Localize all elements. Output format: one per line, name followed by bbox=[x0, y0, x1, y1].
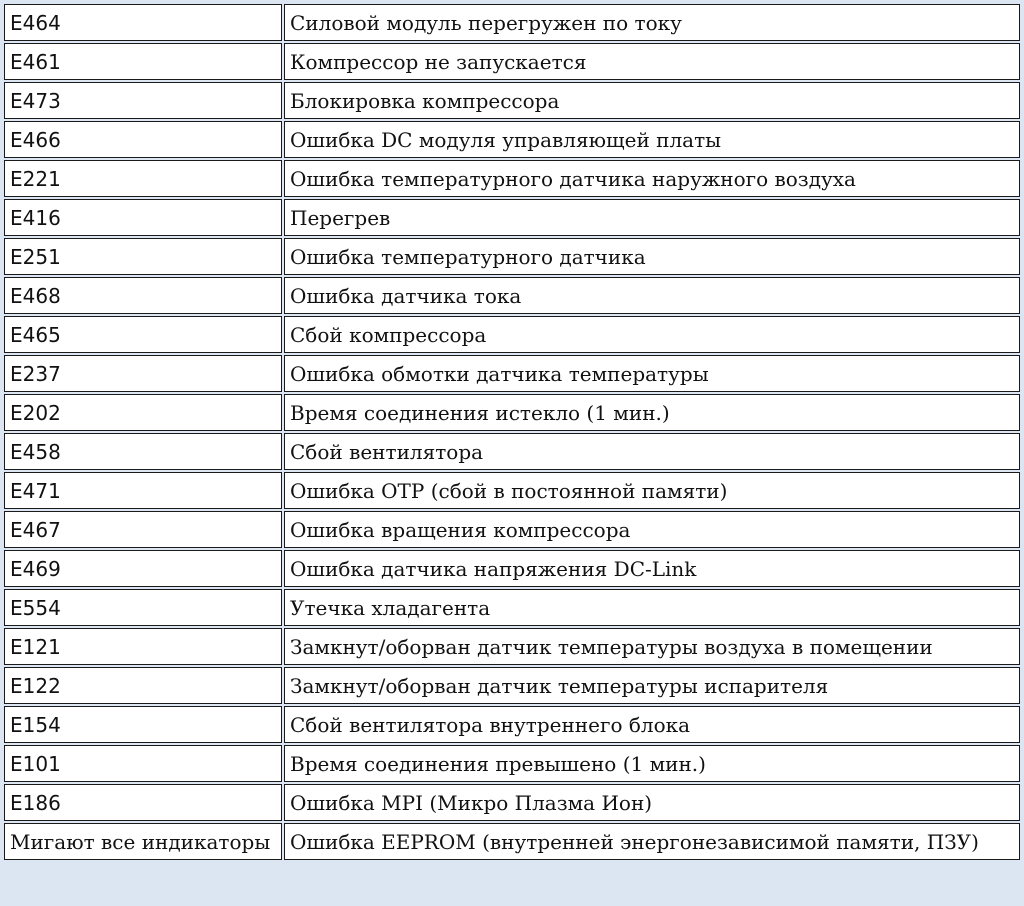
error-code-cell: E186 bbox=[4, 784, 282, 821]
table-row bbox=[4, 472, 1020, 509]
error-code-cell: Мигают все индикаторы bbox=[4, 823, 282, 860]
error-code-cell: E465 bbox=[4, 316, 282, 353]
error-codes-table-body bbox=[4, 4, 1020, 860]
error-description-cell: Время соединения превышено (1 мин.) bbox=[284, 745, 1020, 782]
error-code-cell: E122 bbox=[4, 667, 282, 704]
error-description-cell: Ошибка датчика напряжения DC-Link bbox=[284, 550, 1020, 587]
error-description-cell: Время соединения истекло (1 мин.) bbox=[284, 394, 1020, 431]
error-code-cell: E416 bbox=[4, 199, 282, 236]
table-row bbox=[4, 433, 1020, 470]
table-row bbox=[4, 823, 1020, 860]
error-code-cell: E467 bbox=[4, 511, 282, 548]
table-row bbox=[4, 316, 1020, 353]
error-description-cell: Силовой модуль перегружен по току bbox=[284, 4, 1020, 41]
error-description-cell: Замкнут/оборван датчик температуры испарителя bbox=[284, 667, 1020, 704]
table-row bbox=[4, 4, 1020, 41]
table-row bbox=[4, 355, 1020, 392]
error-code-cell: E554 bbox=[4, 589, 282, 626]
error-code-cell: E461 bbox=[4, 43, 282, 80]
error-code-cell: E466 bbox=[4, 121, 282, 158]
error-description-cell: Ошибка обмотки датчика температуры bbox=[284, 355, 1020, 392]
table-row bbox=[4, 160, 1020, 197]
error-description-cell: Ошибка датчика тока bbox=[284, 277, 1020, 314]
error-code-cell: E221 bbox=[4, 160, 282, 197]
error-description-cell: Компрессор не запускается bbox=[284, 43, 1020, 80]
table-row bbox=[4, 394, 1020, 431]
table-row bbox=[4, 550, 1020, 587]
error-code-cell: E469 bbox=[4, 550, 282, 587]
error-description-cell: Замкнут/оборван датчик температуры воздуха в помещении bbox=[284, 628, 1020, 665]
error-description-cell: Ошибка температурного датчика bbox=[284, 238, 1020, 275]
table-row bbox=[4, 277, 1020, 314]
table-row bbox=[4, 589, 1020, 626]
error-description-cell: Ошибка EEPROM (внутренней энергонезависимой памяти, ПЗУ) bbox=[284, 823, 1020, 860]
error-description-cell: Ошибка OTP (сбой в постоянной памяти) bbox=[284, 472, 1020, 509]
error-description-cell: Утечка хладагента bbox=[284, 589, 1020, 626]
table-row bbox=[4, 199, 1020, 236]
error-description-cell: Сбой компрессора bbox=[284, 316, 1020, 353]
error-code-cell: E101 bbox=[4, 745, 282, 782]
error-code-cell: E471 bbox=[4, 472, 282, 509]
table-row bbox=[4, 784, 1020, 821]
error-code-cell: E468 bbox=[4, 277, 282, 314]
error-code-cell: E473 bbox=[4, 82, 282, 119]
table-row bbox=[4, 43, 1020, 80]
table-row bbox=[4, 706, 1020, 743]
error-code-cell: E237 bbox=[4, 355, 282, 392]
error-code-cell: E121 bbox=[4, 628, 282, 665]
table-row bbox=[4, 238, 1020, 275]
error-code-cell: E458 bbox=[4, 433, 282, 470]
error-description-cell: Ошибка температурного датчика наружного воздуха bbox=[284, 160, 1020, 197]
error-code-cell: E154 bbox=[4, 706, 282, 743]
error-description-cell: Блокировка компрессора bbox=[284, 82, 1020, 119]
table-row bbox=[4, 121, 1020, 158]
table-row bbox=[4, 82, 1020, 119]
error-description-cell: Перегрев bbox=[284, 199, 1020, 236]
table-row bbox=[4, 628, 1020, 665]
error-description-cell: Сбой вентилятора bbox=[284, 433, 1020, 470]
error-description-cell: Ошибка DC модуля управляющей платы bbox=[284, 121, 1020, 158]
error-codes-table bbox=[2, 2, 1022, 862]
error-code-cell: E251 bbox=[4, 238, 282, 275]
error-description-cell: Ошибка вращения компрессора bbox=[284, 511, 1020, 548]
error-code-cell: E464 bbox=[4, 4, 282, 41]
table-row bbox=[4, 667, 1020, 704]
error-code-cell: E202 bbox=[4, 394, 282, 431]
table-row bbox=[4, 745, 1020, 782]
error-description-cell: Сбой вентилятора внутреннего блока bbox=[284, 706, 1020, 743]
error-description-cell: Ошибка MPI (Микро Плазма Ион) bbox=[284, 784, 1020, 821]
table-row bbox=[4, 511, 1020, 548]
